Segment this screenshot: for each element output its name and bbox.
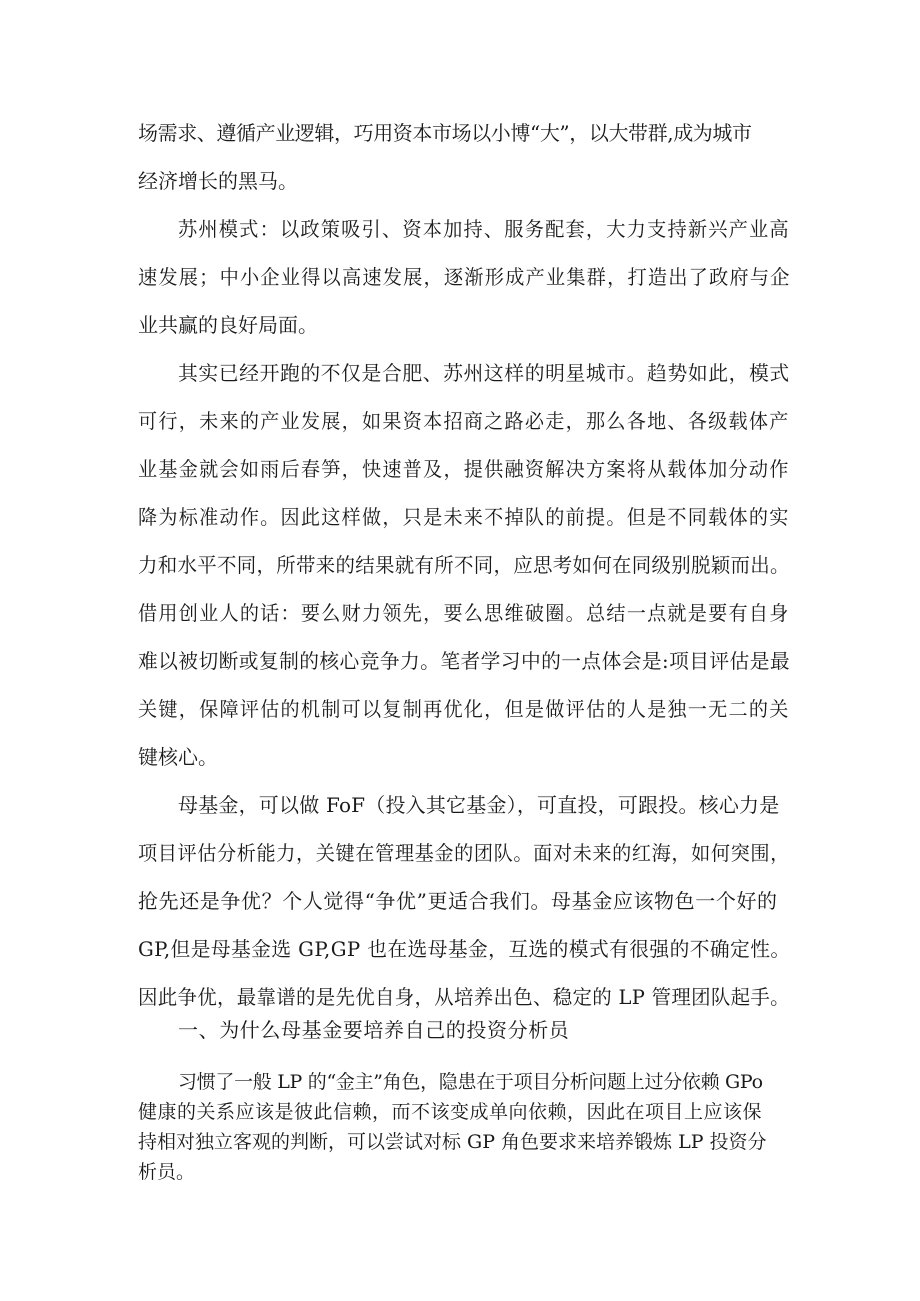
text-line: 可行，未来的产业发展，如果资本招商之路必走，那么各地、各级载体产 bbox=[138, 409, 790, 433]
text-line: 关键，保障评估的机制可以复制再优化，但是做评估的人是独一无二的关 bbox=[138, 697, 790, 721]
text-line: 持相对独立客观的判断，可以尝试对标 GP 角色要求来培养锻炼 LP 投资分 bbox=[138, 1131, 767, 1153]
text-line: 项目评估分析能力，关键在管理基金的团队。面对未来的红海，如何突围， bbox=[138, 841, 790, 865]
text-line: 难以被切断或复制的核心竞争力。笔者学习中的一点体会是:项目评估是最 bbox=[138, 649, 791, 673]
text-line: 抢先还是争优？个人觉得“争优”更适合我们。母基金应该物色一个好的 bbox=[138, 889, 778, 913]
text-line: 健康的关系应该是彼此信赖，而不该变成单向依赖，因此在项目上应该保 bbox=[138, 1101, 763, 1123]
section-heading: 一、为什么母基金要培养自己的投资分析员 bbox=[178, 1018, 570, 1042]
text-line: 速发展；中小企业得以高速发展，逐渐形成产业集群，打造出了政府与企 bbox=[138, 265, 791, 289]
text-line: 借用创业人的话：要么财力领先，要么思维破圈。总结一点就是要有自身 bbox=[138, 601, 790, 625]
text-line: 习惯了一般 LP 的“金主”角色，隐患在于项目分析问题上过分依赖 GPo bbox=[178, 1071, 763, 1093]
text-line: 场需求、遵循产业逻辑，巧用资本市场以小博“大”，以大带群,成为城市 bbox=[138, 121, 752, 145]
text-line: 苏州模式：以政策吸引、资本加持、服务配套，大力支持新兴产业高 bbox=[178, 217, 790, 241]
text-line: 其实已经开跑的不仅是合肥、苏州这样的明星城市。趋势如此，模式 bbox=[178, 361, 790, 385]
text-line: 降为标准动作。因此这样做，只是未来不掉队的前提。但是不同载体的实 bbox=[138, 505, 790, 529]
text-line: 母基金，可以做 FoF（投入其它基金），可直投，可跟投。核心力是 bbox=[178, 793, 780, 817]
text-line: 键核心。 bbox=[138, 745, 218, 769]
text-line: 业共赢的良好局面。 bbox=[138, 313, 318, 337]
text-line: 经济增长的黑马。 bbox=[138, 169, 298, 193]
text-line: 业基金就会如雨后春笋，快速普及，提供融资解决方案将从载体加分动作 bbox=[138, 457, 790, 481]
text-line: GP,但是母基金选 GP,GP 也在选母基金，互选的模式有很强的不确定性。 bbox=[138, 937, 791, 961]
text-line: 析员。 bbox=[138, 1161, 196, 1183]
text-line: 因此争优，最靠谱的是先优自身，从培养出色、稳定的 LP 管理团队起手。 bbox=[138, 985, 790, 1009]
text-line: 力和水平不同，所带来的结果就有所不同，应思考如何在同级别脱颖而出。 bbox=[138, 553, 790, 577]
